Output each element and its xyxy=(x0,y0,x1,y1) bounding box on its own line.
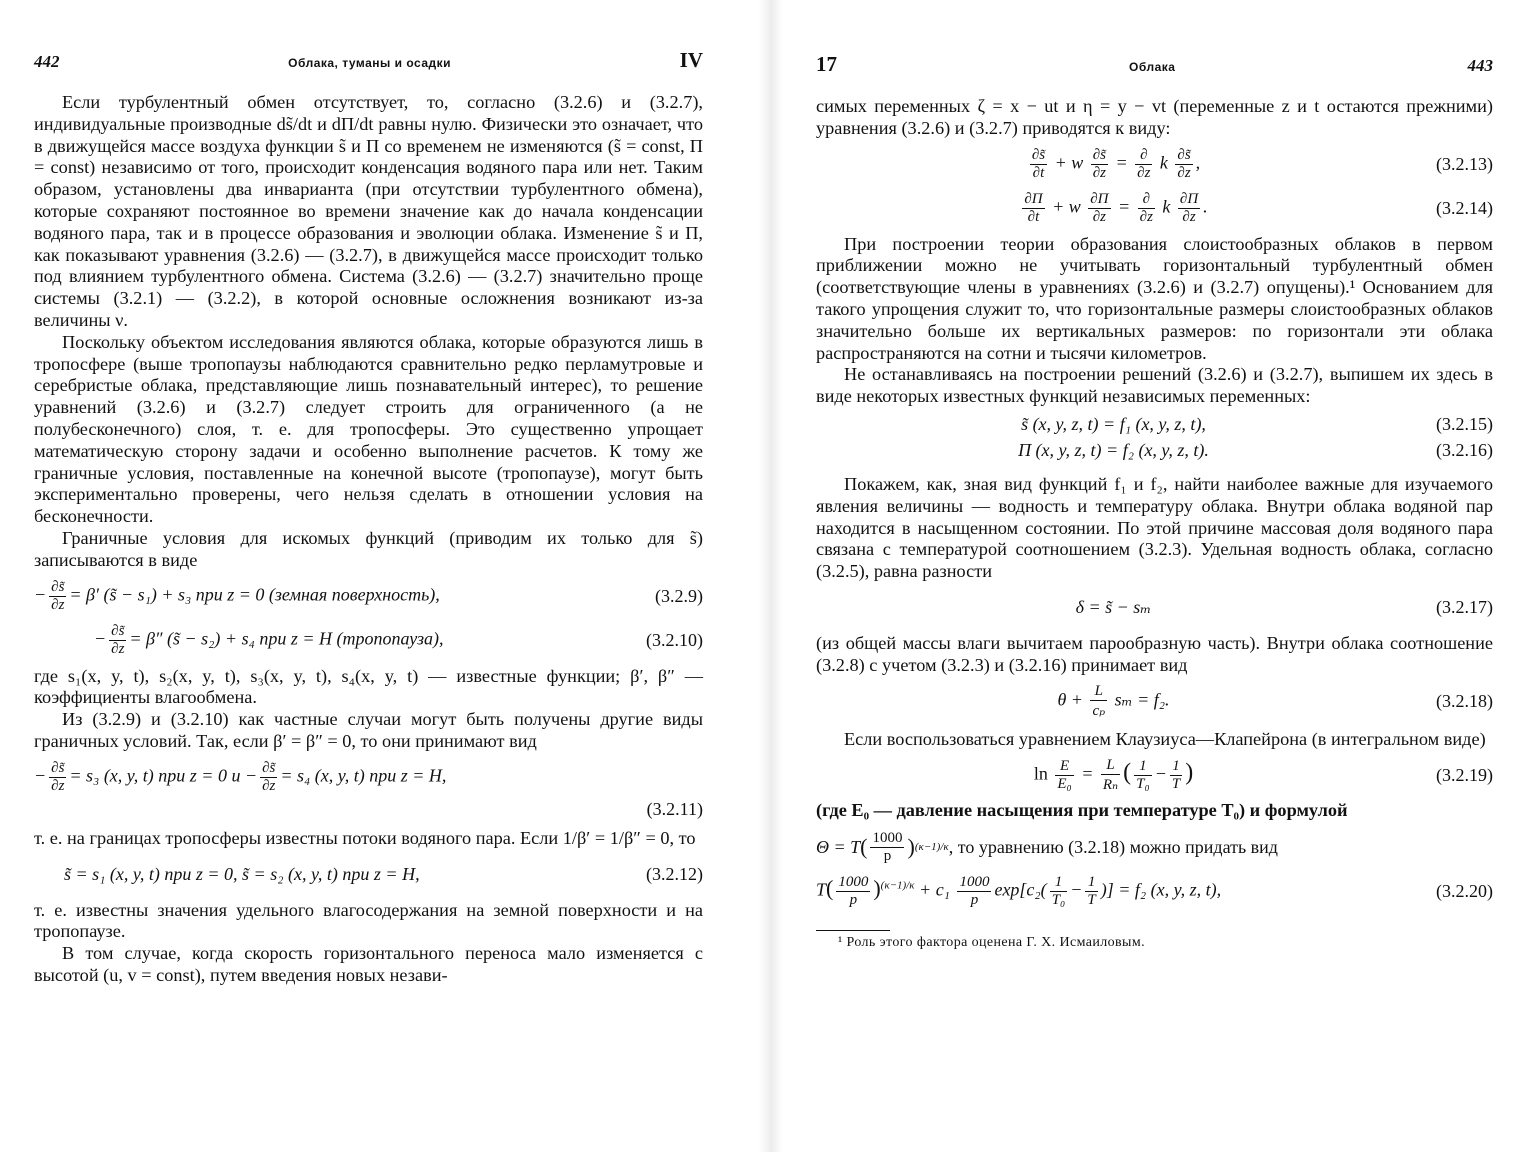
paragraph: Поскольку объектом исследования являются облака, которые образуются лишь в тропосфере (выше тропопаузы наблюдаются сравнительно редко перламутровые и серебристые облака, представляющие лишь познавательный интерес), то решение уравнений (3.2.6) и (3.2.7) следует строить для ограниченного (а не полубесконечного) слоя, т. е. для тропосферы. Это существенно упрощает математическую сторону задачи и особенно выполнение расчетов. К тому же граничные условия, поставленные на конечной высоте (тропопаузе), могут быть экспериментально проверены, чего нельзя сделать в отношении условия на бесконечности. xyxy=(34,331,703,527)
equation-3-2-12: s̃ = s₁ (x, y, t) при z = 0, s̃ = s₂ (x, y, t) при z = H, (3.2.12) xyxy=(64,864,703,885)
paragraph: (из общей массы влаги вычитаем парообразную часть). Внутри облака соотношение (3.2.8) с учетом (3.2.3) и (3.2.16) принимает вид xyxy=(816,632,1493,675)
page-number: 442 xyxy=(34,52,60,71)
equation-3-2-10: − $\frac{\partial s̃}{\partial z}$ = β″ (s̃ − s₂) + s₄ при z = H (тропопауза), (3.2.10) xyxy=(94,623,703,658)
equation-number: (3.2.12) xyxy=(646,864,703,885)
paragraph: где s₁(x, y, t), s₂(x, y, t), s₃(x, y, t), s₄(x, y, t) — известные функции; β′, β″ — коэффициенты влагообмена. xyxy=(34,665,703,708)
equation-3-2-9: − $\frac{\partial s̃}{\partial z}$ = β′ (s̃ − s₁) + s₃ при z = 0 (земная поверхность), (3.2.9) xyxy=(34,579,703,614)
equation-number: (3.2.10) xyxy=(646,630,703,651)
left-page-header xyxy=(34,48,703,74)
equation-number: (3.2.16) xyxy=(1436,440,1493,461)
equation-3-2-15: s̃ (x, y, z, t) = f₁ (x, y, z, t), (3.2.15) xyxy=(1021,414,1493,435)
chapter-number: IV xyxy=(679,48,703,72)
theta-definition: Θ = T ( $\frac{1000}{p}$ ) (κ−1)/κ , то уравнению (3.2.18) можно придать вид xyxy=(816,829,1278,864)
equation-number: (3.2.9) xyxy=(655,586,703,607)
equation-3-2-11: − $\frac{\partial s̃}{\partial z}$ = s₃ (x, y, t) при z = 0 и − $\frac{\partial s̃}{\partial z}$ = s₄ (x, y, t) при z = H, xyxy=(34,760,447,795)
paragraph: Если воспользоваться уравнением Клаузиуса—Клапейрона (в интегральном виде) xyxy=(844,728,1486,749)
equation-3-2-13: $\frac{\partial s̃}{\partial t}$ + w $\frac{\partial s̃}{\partial z}$ = $\frac{\partial}{\partial z}$ k $\frac{\partial s̃}{\partial z}$ , (3.2.13) xyxy=(1031,147,1493,182)
paragraph: Если турбулентный обмен отсутствует, то, согласно (3.2.6) и (3.2.7), индивидуальные производные ds̃/dt и dП/dt равны нулю. Физически это означает, что в движущейся массе воздуха функции s̃ и П со временем не изменяются (s̃ = const, П = const) независимо от того, происходит конденсация водяного пара или нет. Таким образом, установлены два инварианта (при отсутствии турбулентного обмена), которые сохраняют постоянное во времени значение как до начала конденсации водяного пара, так и в процессе образования и эволюции облака. Изменение s̃ и П, как показывают уравнения (3.2.6) — (3.2.7), в движущейся массе происходит только под влиянием турбулентного обмена. Система (3.2.6) — (3.2.7) значительно проще системы (3.2.1) — (3.2.2), в которой основные осложнения возникают из-за величины ν. xyxy=(34,92,703,330)
equation-number: (3.2.19) xyxy=(1436,764,1493,785)
equation-number: (3.2.18) xyxy=(1436,691,1493,712)
left-page xyxy=(0,0,745,1152)
paragraph: В том случае, когда скорость горизонтального переноса мало изменяется с высотой (u, v = const), путем введения новых незави- xyxy=(34,943,703,985)
chapter-number: 17 xyxy=(816,52,837,76)
running-title: Облака, туманы и осадки xyxy=(288,56,452,70)
paragraph: При построении теории образования слоистообразных облаков в первом приближении можно не учитывать горизонтальный турбулентный обмен (соответствующие члены в уравнениях (3.2.6) и (3.2.7) опущены).¹ Основанием для такого упрощения служит то, что горизонтальные размеры слоистообразных облаков значительно больше их вертикальных размеров: по горизонтали эти облака распространяются на сотни и тысячи километров. xyxy=(816,233,1493,363)
book-gutter xyxy=(758,0,782,1152)
footnote-rule xyxy=(816,930,890,931)
equation-number: (3.2.20) xyxy=(1436,880,1493,901)
paragraph: Покажем, как, зная вид функций f₁ и f₂, найти наиболее важные для изучаемого явления величины — водность и температуру облака. Внутри облака водяной пар находится в насыщенном состоянии. По этой причине массовая доля водяного пара связана с температурой соотношением (3.2.3). Удельная водность облака, согласно (3.2.5), равна разности xyxy=(816,473,1493,582)
right-page xyxy=(790,0,1539,1152)
equation-number: (3.2.13) xyxy=(1436,154,1493,175)
equation-3-2-18: θ + $\frac{L}{\text{cₚ}}$ sₘ = f₂. (3.2.18) xyxy=(1057,683,1493,720)
footnote: ¹ Роль этого фактора оценена Г. Х. Исмаиловым. xyxy=(838,935,1146,951)
right-page-header xyxy=(816,52,1493,78)
paragraph: Не останавливаясь на построении решений (3.2.6) и (3.2.7), выпишем их здесь в виде некоторых известных функций независимых переменных: xyxy=(816,364,1493,407)
paragraph: симых переменных ζ = x − ut и η = y − vt (переменные z и t остаются прежними) уравнения (3.2.6) и (3.2.7) приводятся к виду: xyxy=(816,96,1493,138)
equation-number: (3.2.14) xyxy=(1436,198,1493,219)
running-title: Облака xyxy=(1129,60,1176,74)
equation-3-2-17: δ = s̃ − sₘ (3.2.17) xyxy=(1075,597,1493,618)
equation-number: (3.2.15) xyxy=(1436,414,1493,435)
paragraph: т. е. на границах тропосферы известны потоки водяного пара. Если 1/β′ = 1/β″ = 0, то xyxy=(34,827,696,848)
equation-3-2-16: П (x, y, z, t) = f₂ (x, y, z, t). (3.2.16) xyxy=(1018,440,1493,461)
page-number: 443 xyxy=(1467,56,1493,75)
equation-3-2-20: T( $\frac{1000}{p}$ )$^{(\kappa-1)/\kappa}$ + c₁ $\frac{1000}{p}$ exp[c₂( $\frac{1}{\text{T₀}}$ − $\frac{1}{T}$ )] = f₂ (x, y, z, t), (3.2.20) xyxy=(816,873,1493,908)
equation-3-2-14: $\frac{\partial П}{\partial t}$ + w $\frac{\partial П}{\partial z}$ = $\frac{\partial}{\partial z}$ k $\frac{\partial П}{\partial z}$ . (3.2.14) xyxy=(1024,191,1493,226)
paragraph: Граничные условия для искомых функций (приводим их только для s̃) записываются в виде xyxy=(34,527,703,570)
equation-3-2-19: ln $\frac{E}{\text{E₀}}$ = $\frac{L}{\text{Rₙ}}$ ( $\frac{1}{\text{T₀}}$ − $\frac{1}{T}$ ) (3.2.19) xyxy=(1033,756,1493,793)
paragraph: т. е. известны значения удельного влагосодержания на земной поверхности и на тропопаузе. xyxy=(34,899,703,942)
equation-number: (3.2.11) xyxy=(646,798,703,819)
equation-number: (3.2.17) xyxy=(1436,597,1493,618)
paragraph: (где E₀ — давление насыщения при температуре T₀) и формулой xyxy=(816,800,1348,821)
paragraph: Из (3.2.9) и (3.2.10) как частные случаи могут быть получены другие виды граничных условий. Так, если β′ = β″ = 0, то они принимают вид xyxy=(34,709,703,751)
